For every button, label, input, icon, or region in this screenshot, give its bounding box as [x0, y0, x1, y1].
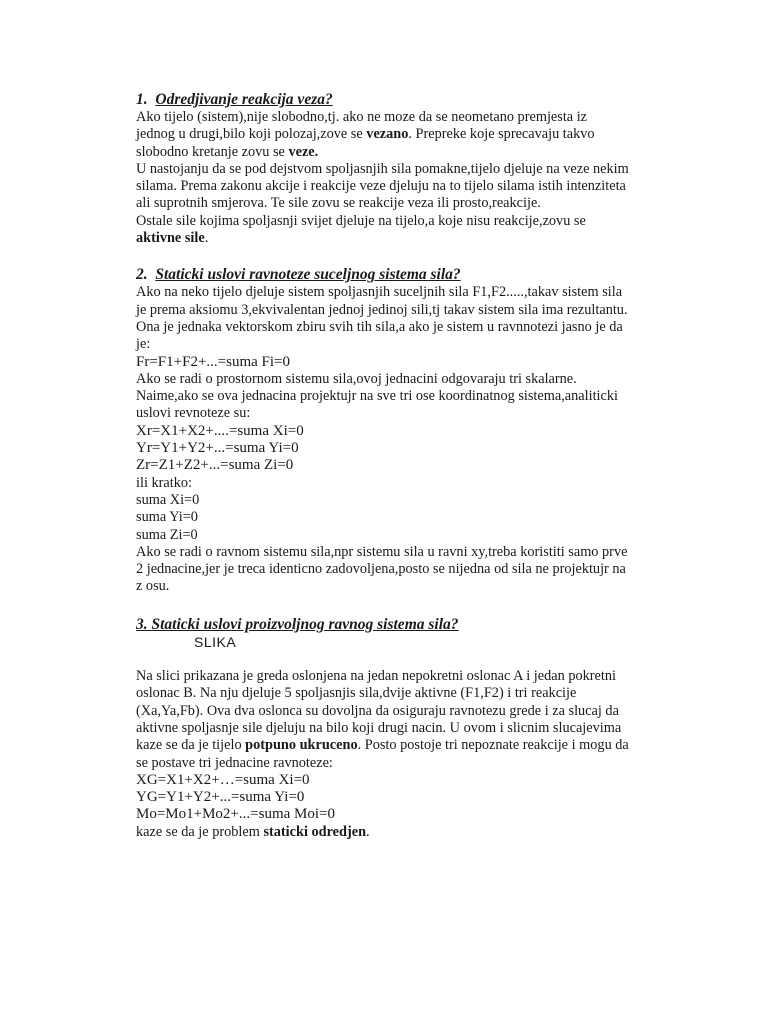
text-run: Na slici prikazana je greda oslonjena na jedan nepokretni oslonac A i jedan pokretni	[136, 668, 616, 685]
section-2	[136, 265, 666, 595]
text-line	[136, 126, 666, 143]
text-line	[136, 109, 666, 126]
text-line	[136, 405, 666, 422]
section-3-title: Staticki uslovi proizvoljnog ravnog sistema sila?	[151, 615, 459, 633]
text-line	[136, 178, 666, 195]
text-run: Fr=F1+F2+...=suma Fi=0	[136, 353, 290, 370]
text-line	[136, 475, 666, 492]
text-line	[136, 703, 666, 720]
document-content	[136, 90, 666, 841]
text-run: je prema aksiomu 3,ekvivalentan jednoj jedinoj sili,tj takav sistem sila ima rezultantu.	[136, 301, 628, 318]
text-run: 2 jednacine,jer je treca identicno zadovoljena,posto se nijedna od sila ne projektujr na	[136, 561, 626, 578]
equation-line	[136, 789, 666, 806]
text-run: Ako tijelo (sistem),nije slobodno,tj. ako ne moze da se neometano premjesta iz	[136, 109, 588, 125]
text-run: Naime,ako se ova jednacina projektujr na sve tri ose koordinatnog sistema,analiticki	[136, 388, 618, 405]
text-run: kaze se da je tijelo	[136, 737, 246, 754]
bold-term: aktivne sile	[136, 230, 205, 247]
text-run: ali suprotnih smjerova. Te sile zovu se reakcije veza ili prosto,reakcije.	[136, 195, 541, 212]
bold-term: staticki odredjen	[263, 823, 367, 840]
bold-term: veze.	[288, 143, 319, 160]
section-2-body	[136, 284, 666, 595]
text-line	[136, 578, 666, 595]
text-line	[136, 720, 666, 737]
text-line	[136, 544, 666, 561]
equation-line	[136, 354, 666, 371]
equation-line	[136, 806, 666, 823]
text-run: slobodno kretanje zovu se	[136, 143, 289, 160]
section-3-body	[136, 668, 666, 841]
section-1	[136, 90, 666, 247]
text-run: Zr=Z1+Z2+...=suma Zi=0	[136, 457, 294, 474]
section-3	[136, 615, 666, 841]
section-1-title: Odredjivanje reakcija veza?	[155, 91, 333, 108]
text-line	[136, 319, 666, 336]
text-line	[136, 230, 666, 247]
text-run: suma Zi=0	[136, 526, 198, 543]
text-line	[136, 668, 666, 685]
text-line	[136, 509, 666, 526]
equation-line	[136, 772, 666, 789]
text-run: je:	[136, 336, 151, 353]
text-run: U nastojanju da se pod dejstvom spoljasnjih sila pomakne,tijelo djeluje na veze nekim	[136, 160, 629, 177]
equation-line	[136, 457, 666, 474]
text-run: z osu.	[136, 578, 170, 595]
text-run: .	[366, 823, 370, 840]
text-line	[136, 388, 666, 405]
text-line	[136, 284, 666, 301]
bold-term: potpuno ukruceno	[245, 737, 358, 754]
text-run: . Posto postoje tri nepoznate reakcije i mogu da	[357, 737, 629, 754]
text-line	[136, 144, 666, 161]
text-run: uslovi revnoteze su:	[136, 405, 251, 422]
text-run: (Xa,Ya,Fb). Ova dva oslonca su dovoljna da osiguraju ravnotezu grede i za slucaj da	[136, 702, 619, 719]
text-line	[136, 561, 666, 578]
bold-term: vezano	[366, 126, 409, 143]
figure-placeholder-label: SLIKA	[194, 633, 237, 650]
text-run: aktivne spoljasnje sile djeluju na bilo koji drugi nacin. U ovom i slicnim slucajevima	[136, 719, 622, 736]
text-line	[136, 161, 666, 178]
text-run: silama. Prema zakonu akcije i reakcije veze djeluju na to tijelo silama istih intenziteta	[136, 178, 626, 195]
text-run: suma Xi=0	[136, 491, 200, 508]
section-3-number: 3.	[136, 615, 148, 633]
text-line	[136, 492, 666, 509]
text-run: Ako se radi o ravnom sistemu sila,npr sistemu sila u ravni xy,treba koristiti samo prve	[136, 543, 628, 560]
section-1-body	[136, 109, 666, 247]
text-line	[136, 527, 666, 544]
text-run: YG=Y1+Y2+...=suma Yi=0	[136, 789, 305, 806]
text-run: kaze se da je problem	[136, 823, 264, 840]
equation-line	[136, 440, 666, 457]
text-run: oslonac B. Na nju djeluje 5 spoljasnjis sila,dvije aktivne (F1,F2) i tri reakcije	[136, 685, 577, 702]
text-run: ili kratko:	[136, 474, 192, 491]
equation-line	[136, 423, 666, 440]
text-line	[136, 302, 666, 319]
section-2-title: Staticki uslovi ravnoteze suceljnog sistema sila?	[155, 266, 461, 284]
text-line	[136, 213, 666, 230]
text-line	[136, 336, 666, 353]
section-3-heading	[136, 615, 666, 634]
text-run: Ako se radi o prostornom sistemu sila,ovoj jednacini odgovaraju tri skalarne.	[136, 370, 577, 387]
text-run: . Prepreke koje sprecavaju takvo	[408, 126, 595, 143]
text-run: se postave tri jednacine ravnoteze:	[136, 754, 333, 771]
text-run: Mo=Mo1+Mo2+...=suma Moi=0	[136, 806, 335, 823]
paragraph-gap	[136, 651, 666, 668]
text-run: Yr=Y1+Y2+...=suma Yi=0	[136, 440, 299, 457]
text-line	[136, 755, 666, 772]
text-line	[136, 737, 666, 754]
section-1-heading	[136, 90, 666, 109]
text-run: Ako na neko tijelo djeluje sistem spoljasnjih suceljnih sila F1,F2.....,takav sistem sila	[136, 284, 623, 301]
text-line	[136, 685, 666, 702]
section-2-heading	[136, 265, 666, 284]
text-run: Ona je jednaka vektorskom zbiru svih tih sila,a ako je sistem u ravnnotezi jasno je da	[136, 318, 623, 335]
text-run: Xr=X1+X2+....=suma Xi=0	[136, 422, 304, 439]
section-2-number: 2.	[136, 266, 148, 284]
text-line	[136, 195, 666, 212]
text-run: suma Yi=0	[136, 509, 198, 526]
text-run: .	[204, 230, 209, 247]
text-line	[136, 371, 666, 388]
text-line	[136, 824, 666, 841]
text-run: Ostale sile kojima spoljasnji svijet djeluje na tijelo,a koje nisu reakcije,zovu se	[136, 212, 586, 229]
section-1-number: 1.	[136, 91, 148, 108]
text-run: XG=X1+X2+…=suma Xi=0	[136, 771, 310, 788]
text-run: jednog u drugi,bilo koji polozaj,zove se	[136, 126, 367, 143]
